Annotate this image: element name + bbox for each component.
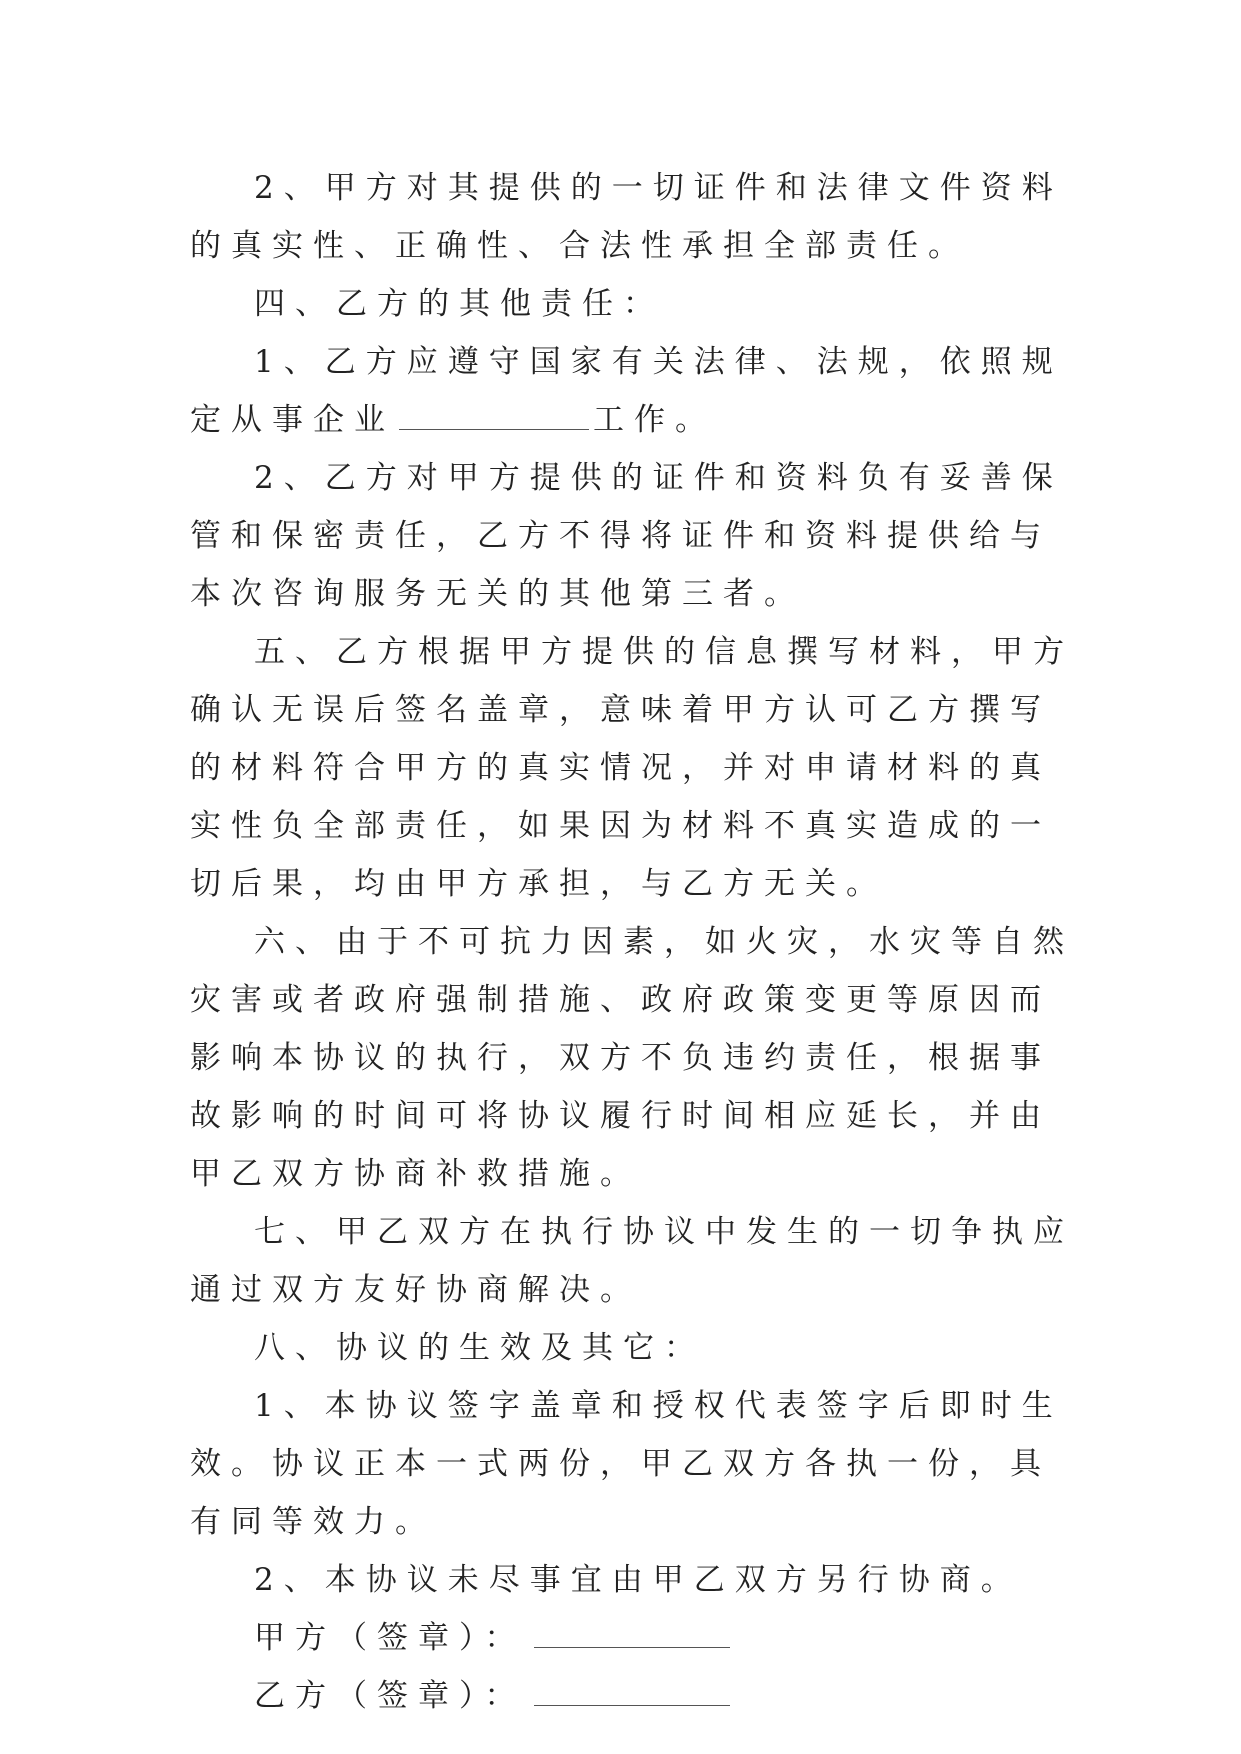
clause-4-1-tail: 工作。 (593, 402, 716, 438)
party-a-signature (190, 1609, 1090, 1667)
section-7: 七、甲乙双方在执行协议中发生的一切争执应通过双方友好协商解决。 (190, 1214, 1074, 1308)
section-6: 六、由于不可抗力因素，如火灾，水灾等自然灾害或者政府强制措施、政府政策变更等原因而影响本协议的执行，双方不负违约责任，根据事故影响的时间可将协议履行时间相应延长，并由甲乙双方协商补救措施。 (190, 924, 1074, 1192)
party-b-label: 乙方（签章）： (254, 1678, 526, 1714)
party-a-label: 甲方（签章）： (254, 1620, 526, 1656)
party-a-signature-line (534, 1617, 730, 1648)
clause-3-2: 2、甲方对其提供的一切证件和法律文件资料的真实性、正确性、合法性承担全部责任。 (190, 170, 1063, 264)
clause-8-2: 2、本协议未尽事宜由甲乙双方另行协商。 (254, 1562, 1022, 1598)
agreement-body (190, 159, 1090, 1725)
clause-4-1 (190, 333, 1090, 449)
section-8-heading: 八、协议的生效及其它： (254, 1330, 705, 1366)
section-5: 五、乙方根据甲方提供的信息撰写材料，甲方确认无误后签名盖章，意味着甲方认可乙方撰写的材料符合甲方的真实情况，并对申请材料的真实性负全部责任，如果因为材料不真实造成的一切后果，均由甲方承担，与乙方无关。 (190, 634, 1074, 902)
party-b-signature (190, 1667, 1090, 1725)
party-b-signature-line (534, 1675, 730, 1706)
section-4-heading: 四、乙方的其他责任： (254, 286, 664, 322)
fill-in-blank (399, 399, 589, 430)
clause-4-1-text: 1、乙方应遵守国家有关法律、法规，依照规定从事企业 (190, 344, 1063, 438)
clause-4-2: 2、乙方对甲方提供的证件和资料负有妥善保管和保密责任，乙方不得将证件和资料提供给与本次咨询服务无关的其他第三者。 (190, 460, 1063, 612)
clause-8-1: 1、本协议签字盖章和授权代表签字后即时生效。协议正本一式两份，甲乙双方各执一份，具有同等效力。 (190, 1388, 1063, 1540)
